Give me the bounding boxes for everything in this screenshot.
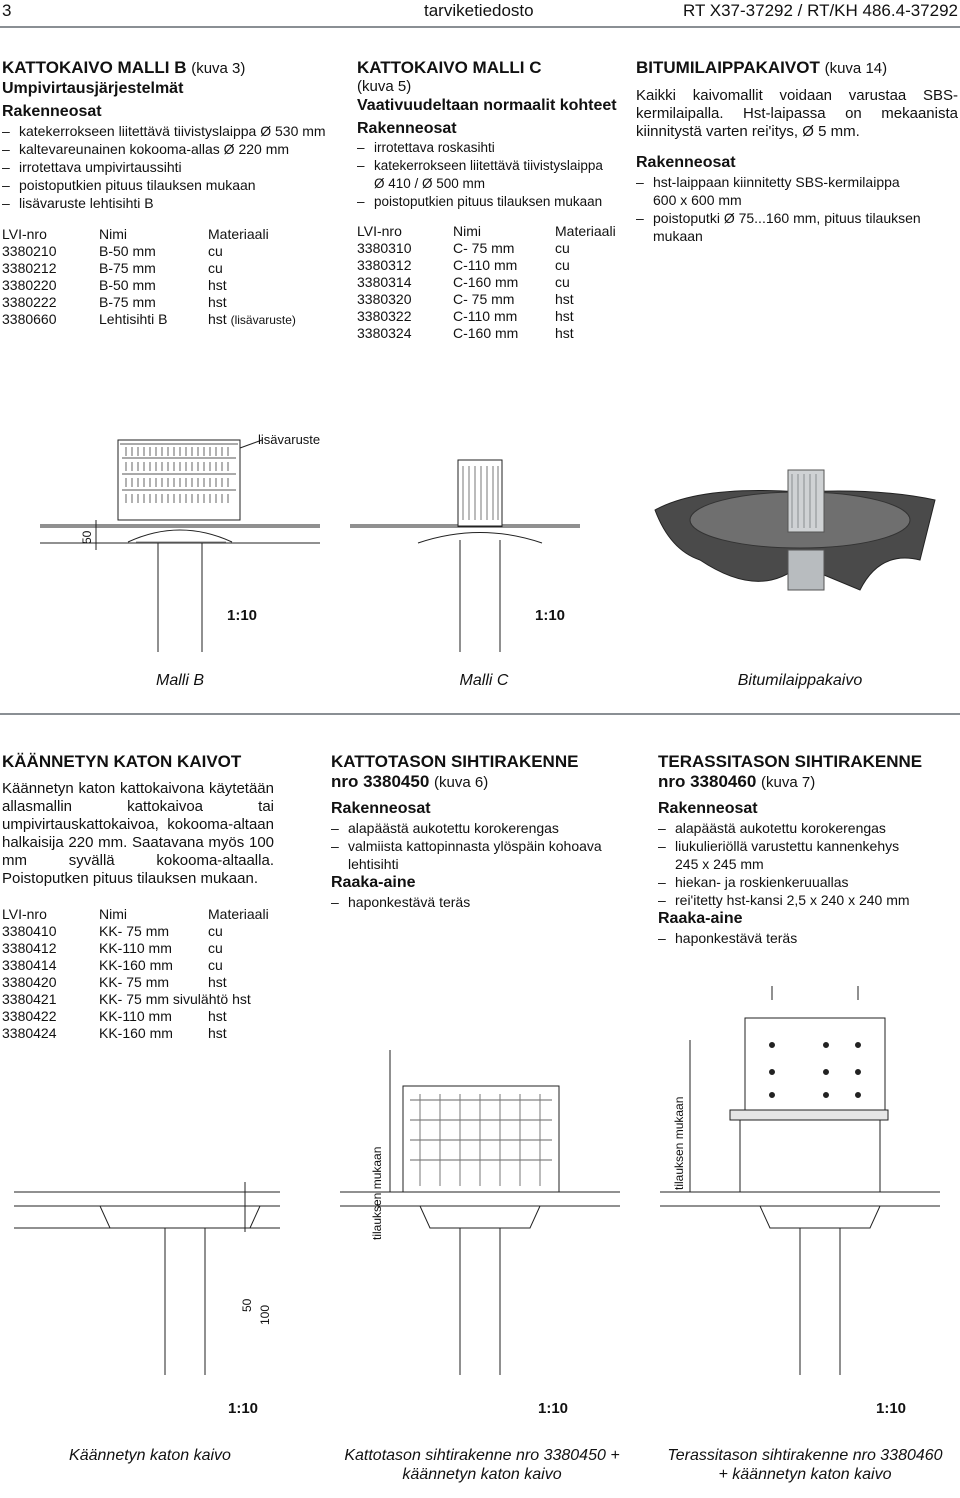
table-row: 3380220 B-50 mm hst: [2, 277, 227, 293]
table-row: 3380312 C-110 mm cu: [357, 257, 570, 273]
caption-malli-c: Malli C: [459, 672, 509, 689]
list-item: 600 x 600 mm: [653, 192, 742, 208]
list-item: – hiekan- ja roskienkeruuallas: [658, 873, 958, 891]
bitumi-section: [636, 58, 958, 245]
malli-c-section: [357, 58, 625, 342]
malli-c-parts-list: [357, 139, 625, 211]
kattotaso-material-list: [331, 893, 631, 911]
dim-50-label: 50: [80, 530, 94, 544]
table-row: 3380412 KK-110 mm cu: [2, 940, 223, 956]
list-item: – alapäästä aukotettu korokerengas: [331, 819, 631, 837]
terassi-material-list: [658, 929, 958, 947]
malli-c-ref: (kuva 5): [357, 78, 412, 95]
table-row: 3380660 Lehtisihti B hst (lisävaruste): [2, 311, 296, 327]
page-number: 3: [2, 1, 12, 20]
malli-c-product-table: [357, 223, 616, 342]
list-item: – lisävaruste lehtisihti B: [2, 194, 342, 212]
lisavaruste-label: lisävaruste: [258, 432, 321, 447]
table-header: LVI-nro Nimi Materiaali: [2, 226, 269, 242]
kaannetyn-text: Käännetyn katon kattokaivona käytetään allasmallin kattokaivoa tai umpivirtauskattokaivoa, kokooma-altaan halkaisija 220 mm. Saatavana myös 100 mm syvällä kokooma-altaalla. Poistoputken pituus tilauksen mukaan.: [2, 780, 274, 887]
table-row: 3380324 C-160 mm hst: [357, 325, 574, 341]
list-item: 245 x 245 mm: [675, 856, 764, 872]
scale-malli-c: 1:10: [535, 607, 566, 624]
dim-50-bottom: 50: [240, 1298, 254, 1312]
bitumi-section-title: Rakenneosat: [636, 154, 736, 171]
kattotaso-parts-list: [331, 819, 631, 873]
table-header: LVI-nro Nimi Materiaali: [357, 223, 616, 239]
bitumi-heading: BITUMILAIPPAKAIVOT (kuva 14): [636, 58, 888, 77]
section-divider: [0, 713, 960, 715]
scale-bottom-3: 1:10: [876, 1400, 907, 1417]
list-item: – alapäästä aukotettu korokerengas: [658, 819, 958, 837]
malli-b-drawing: [40, 440, 320, 652]
list-item: – rei'itetty hst-kansi 2,5 x 240 x 240 mm: [658, 891, 958, 909]
list-item: – irrotettava roskasihti: [357, 139, 625, 157]
terassi-drawing: [660, 986, 940, 1375]
list-item: – irrotettava umpivirtaussihti: [2, 158, 342, 176]
table-row: 3380414 KK-160 mm cu: [2, 957, 223, 973]
table-row: 3380420 KK- 75 mm hst: [2, 974, 227, 990]
table-row: 3380222 B-75 mm hst: [2, 294, 227, 310]
malli-c-heading: KATTOKAIVO MALLI C: [357, 58, 542, 77]
scale-bottom-1: 1:10: [228, 1400, 259, 1417]
list-item: – katekerrokseen liitettävä tiivistyslaippa Ø 530 mm: [2, 122, 342, 140]
terassi-heading: TERASSITASON SIHTIRAKENNE: [658, 752, 923, 771]
dim-tilauksen-2: tilauksen mukaan: [672, 1096, 686, 1190]
table-row: 3380422 KK-110 mm hst: [2, 1008, 227, 1024]
malli-b-parts-list: [2, 122, 342, 212]
bitumi-drawing: [655, 470, 935, 590]
malli-c-subtitle: Vaativuudeltaan normaalit kohteet: [357, 97, 617, 114]
caption-malli-b: Malli B: [155, 672, 204, 689]
malli-b-product-table: [2, 226, 296, 329]
malli-b-section-title: Rakenneosat: [2, 103, 102, 120]
bottom-figures: [0, 960, 960, 1400]
table-row: 3380322 C-110 mm hst: [357, 308, 574, 324]
terassi-nro: nro 3380460 (kuva 7): [658, 772, 816, 791]
caption-kattotaso: Kattotason sihtirakenne nro 3380450 + käännetyn katon kaivo: [344, 1447, 620, 1483]
malli-b-heading: KATTOKAIVO MALLI B (kuva 3): [2, 58, 246, 77]
table-row: 3380310 C- 75 mm cu: [357, 240, 570, 256]
list-item: – kaltevareunainen kokooma-allas Ø 220 mm: [2, 140, 342, 158]
caption-bitumi: Bitumilaippakaivo: [737, 672, 863, 689]
list-item: – poistoputkien pituus tilauksen mukaan: [357, 193, 625, 211]
list-item: – haponkestävä teräs: [331, 893, 631, 911]
malli-b-subtitle: Umpivirtausjärjestelmät: [2, 80, 184, 97]
kaannetyn-drawing: [14, 1182, 280, 1375]
list-item: Ø 410 / Ø 500 mm: [374, 176, 486, 191]
caption-terassi: Terassitason sihtirakenne nro 3380460 + käännetyn katon kaivo: [667, 1447, 943, 1483]
dim-tilauksen-1: tilauksen mukaan: [370, 1146, 384, 1240]
list-item: – liukulieriöllä varustettu kannenkehys: [658, 837, 958, 855]
terassi-parts-list: [658, 819, 958, 909]
list-item: – poistoputkien pituus tilauksen mukaan: [2, 176, 342, 194]
table-row: 3380314 C-160 mm cu: [357, 274, 570, 290]
list-item: – haponkestävä teräs: [658, 929, 958, 947]
table-row: 3380210 B-50 mm cu: [2, 243, 223, 259]
terassi-section1: Rakenneosat: [658, 800, 758, 817]
kaannetyn-heading: KÄÄNNETYN KATON KAIVOT: [2, 752, 242, 771]
header-right: RT X37-37292 / RT/KH 486.4-37292: [682, 1, 958, 20]
kattotaso-section: [331, 752, 631, 911]
bitumi-text: Kaikki kaivomallit voidaan varustaa SBS-kermilaipalla. Hst-laipassa on mekaanista kiinnitystä varten rei'itys, Ø 5 mm.: [636, 87, 958, 140]
list-item: – poistoputki Ø 75...160 mm, pituus tilauksen mukaan: [636, 209, 958, 245]
dim-100-bottom: 100: [258, 1304, 272, 1325]
table-row: 3380421 KK- 75 mm sivulähtö hst: [2, 991, 251, 1007]
kattotaso-section1: Rakenneosat: [331, 800, 431, 817]
header-center: tarviketiedosto: [424, 1, 534, 20]
bitumi-parts-list: [636, 173, 958, 245]
caption-kaannetyn: Käännetyn katon kaivo: [69, 1447, 231, 1464]
malli-b-section: [2, 58, 342, 329]
kattotaso-nro: nro 3380450 (kuva 6): [331, 772, 489, 791]
table-row: 3380320 C- 75 mm hst: [357, 291, 574, 307]
list-item: – katekerrokseen liitettävä tiivistyslaippa: [357, 157, 625, 175]
top-figures: [0, 400, 960, 700]
terassi-section2: Raaka-aine: [658, 910, 743, 927]
scale-malli-b: 1:10: [227, 607, 258, 624]
page-header: [0, 0, 960, 28]
table-row: 3380212 B-75 mm cu: [2, 260, 223, 276]
malli-c-section-title: Rakenneosat: [357, 120, 457, 137]
scale-bottom-2: 1:10: [538, 1400, 569, 1417]
table-row: 3380410 KK- 75 mm cu: [2, 923, 223, 939]
kattotaso-heading: KATTOTASON SIHTIRAKENNE: [331, 752, 579, 771]
kattotaso-section2: Raaka-aine: [331, 874, 416, 891]
table-header: LVI-nro Nimi Materiaali: [2, 906, 269, 922]
list-item: – hst-laippaan kiinnitetty SBS-kermilaippa: [636, 173, 958, 191]
list-item: – valmiista kattopinnasta ylöspäin kohoava lehtisihti: [331, 837, 631, 873]
table-row: 3380424 KK-160 mm hst: [2, 1025, 227, 1041]
terassi-section: [658, 752, 958, 947]
